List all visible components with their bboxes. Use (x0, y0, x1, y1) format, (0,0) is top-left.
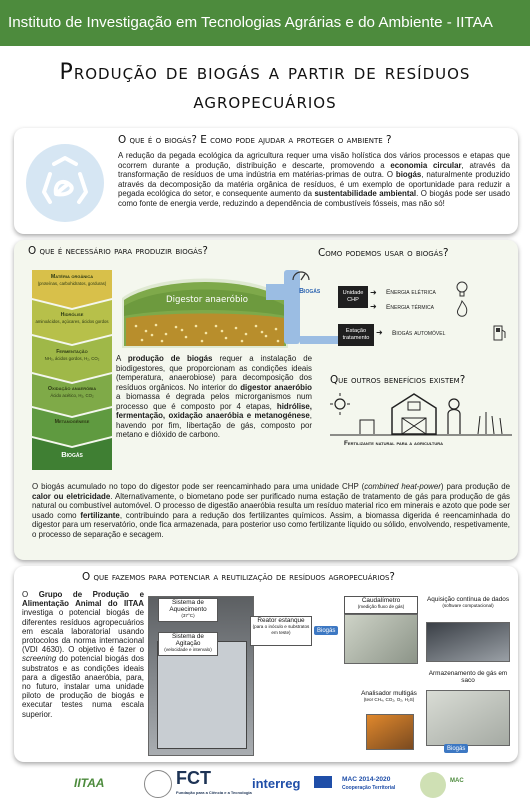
analyzer-photo (366, 714, 414, 750)
box-title: Aquisição contínua de dados (426, 596, 510, 603)
text-run: A redução da pegada ecológica da agricultura requer uma visão holística dos vários processos e etapas que ocorrem durante a produção, distribuição e descarte, promovendo a (118, 151, 510, 170)
text-run: . Alternativamente, o biometano pode ser purificado numa estação de tratamento de gás para produção de gás natural ou combustível automóvel. O processo de digestão anaeróbia resulta um resíduo material rico em minerais e azoto que pode ser usado como (32, 491, 510, 520)
uses-biogas-label: Biogás (299, 288, 321, 295)
text-italic: screening (22, 654, 57, 664)
gas-bag-photo (426, 690, 510, 746)
lightbulb-icon (454, 280, 470, 298)
logo-mac: MAC 2014-2020 (342, 776, 391, 783)
text-bold: digestor anaeróbio (240, 382, 312, 392)
text-run: do potencial biogás dos substratos e as condições ideais para a digestão anaeróbia, para, no futuro, instalar uma unidade piloto de produção de biogás e executar testes numa escala superior. (22, 654, 144, 719)
stage-desc: NH₃, ácidos gordos, H₂, CO₂ (44, 356, 100, 361)
multigas-analyzer-box (358, 690, 420, 712)
text-run: O biogás acumulado no topo do digestor pode ser reencaminhado para uma unidade CHP ( (32, 482, 365, 491)
section-what-we-do (14, 566, 518, 762)
use-vehicle-fuel: Biogás automóvel (392, 330, 446, 337)
box-subtitle: (velocidade e intervalo) (164, 647, 212, 653)
text-bold: Grupo de Produção e Alimentação Animal do IITAA (22, 590, 144, 609)
box-title: Sistema de Aquecimento (169, 599, 207, 614)
stage-desc: (proteínas, carbohidratos, gorduras) (37, 281, 107, 286)
box-title: Armazenamento de gás em saco (428, 670, 508, 685)
use-electric-energy: Energia elétrica (386, 289, 436, 296)
text-bold: economia circular (390, 160, 462, 170)
reactor-box (250, 616, 312, 646)
poster-title (0, 58, 530, 116)
section2-heading-right: Como podemos usar o biogás? (318, 247, 449, 259)
section2-heading-left: O que é necessário para produzir biogás? (28, 245, 208, 257)
box-subtitle: (para o inóculo e substratos em teste) (252, 624, 310, 635)
arrow-icon: ➜ (370, 288, 377, 297)
text-bold: sustentabilidade ambiental (314, 189, 417, 199)
agitation-system-box (158, 632, 218, 656)
stage-name: Metanogénese (54, 419, 90, 425)
digestion-stages (32, 270, 112, 470)
biogas-tag-2: Biogás (444, 744, 468, 753)
box-subtitle: (37°C) (181, 613, 195, 619)
heating-system-box (158, 598, 218, 622)
laptop-photo (426, 622, 510, 662)
section1-heading: O que é o biogás? E como pode ajudar a proteger o ambiente ? (118, 134, 392, 146)
box-title: Reator estanque (257, 617, 305, 624)
data-acquisition-box (426, 596, 510, 622)
section2-paragraph-production (116, 354, 312, 440)
stage-desc: Ácido acético, H₂, CO₂ (50, 393, 94, 398)
text-run: , naturalmente produzido através da decomposição da matéria orgânica de resíduos, é um exemplo de oportunidade para reduzir a pegada ecológica do setor, e consequente aumento da (118, 170, 511, 199)
use-thermal-energy: Energia térmica (386, 304, 434, 311)
section3-paragraph (22, 590, 144, 719)
treatment-station-box: Estação tratamento (338, 324, 374, 346)
flowmeter-photo (344, 614, 418, 664)
text-run: requer a instalação de biodigestores, que proporcionam as condições ideais (temperatura, anaerobiose) para decomposição dos resíduos orgânicos. No interior do (116, 354, 312, 392)
text-run: , através da transformação de resíduos de uma indústria em matérias-primas de outra. O (118, 160, 510, 180)
fuel-pump-icon (492, 324, 508, 342)
farm-illustration (330, 390, 512, 436)
logo-interreg: interreg (252, 776, 301, 791)
anaerobic-digestor (116, 268, 294, 350)
logo-fct-sub: Fundação para a Ciência e a Tecnologia (176, 790, 252, 795)
text-run: O (22, 590, 39, 599)
fertilizer-label: Fertilizante natural para a agricultura (344, 440, 443, 447)
incubator-window (157, 641, 247, 749)
logo-iitaa: IITAA (74, 776, 105, 790)
stage-anaerobic-oxidation (32, 379, 112, 398)
text-run: a biomassa é degrada pelos microrganismos num processo que é composto por 4 etapas, (116, 392, 312, 411)
university-seal-icon (144, 770, 172, 798)
project-logo-icon (420, 772, 446, 798)
flame-icon (454, 300, 470, 318)
stage-name: Matéria orgânica (50, 274, 94, 280)
biogas-tag-1: Biogás (314, 626, 338, 635)
gas-storage-box (426, 670, 510, 688)
stage-organic-matter (32, 267, 112, 286)
stage-desc: aminoácidos, açúcares, ácidos gordos (35, 319, 109, 324)
text-run: , havendo por fim, libertação de gás, composto por metano e dióxido de carbono. (116, 411, 312, 440)
header-banner (0, 0, 530, 46)
stage-name: Hidrólise (60, 312, 84, 318)
stage-name: Fermentação (56, 349, 88, 355)
stage-methanogenesis (32, 412, 112, 425)
text-bold: produção de biogás (127, 354, 213, 363)
logo-project: MAC (450, 778, 464, 784)
text-run: . O biogás pode ser usado como fonte de energia verde, reduzindo a dependência de combustíveis fósseis, mas não só! (118, 189, 510, 208)
stage-name: Oxidação anaeróbia (47, 386, 97, 392)
stage-fermentation (32, 342, 112, 361)
eu-flag-icon (314, 776, 332, 788)
gauge-icon (290, 268, 312, 282)
chp-unit-box: Unidade CHP (338, 286, 368, 308)
title-line-2: agropecuários (193, 89, 337, 114)
box-subtitle: (medição fluxo de gás) (357, 604, 405, 610)
text-italic: combined heat-power (364, 482, 441, 491)
section2-heading-benefits: Que outros benefícios existem? (330, 374, 466, 386)
section-what-is-biogas (14, 128, 518, 234)
logo-fct: FCT (176, 768, 211, 788)
text-run: A (116, 354, 128, 363)
section-production (14, 240, 518, 560)
digestor-label: Digestor anaeróbio (165, 295, 249, 305)
stage-biogas-label: Biogás (61, 450, 83, 459)
arrow-icon: ➜ (376, 328, 383, 337)
section1-paragraph (118, 151, 510, 208)
section3-heading: O que fazemos para potenciar a reutilização de resíduos agropecuários? (82, 571, 395, 583)
logo-mac-sub: Cooperação Territorial (342, 785, 396, 791)
section2-paragraph-uses (32, 482, 510, 539)
arrow-icon: ➜ (370, 302, 377, 311)
box-title: Sistema de Agitação (172, 633, 204, 648)
stage-hydrolysis (32, 305, 112, 324)
title-line-1: Produção de biogás a partir de resíduos (59, 60, 471, 85)
text-run: ) para produção de (440, 482, 510, 491)
recycle-icon (24, 142, 106, 224)
text-run: investiga o potencial biogás de diferentes resíduos agropecuários em escala laboratorial usando protocolos da norma internacional (VDI 4630). O objetivo é fazer o (22, 608, 144, 655)
footer-logos (0, 766, 530, 808)
text-bold: fertilizante (80, 510, 120, 520)
text-bold: hidrólise, fermentação, oxidação anaeróbia e metanogénese (116, 401, 312, 421)
box-subtitle: (software computacional) (442, 603, 494, 609)
text-run: , contribuindo para a redução dos fertilizantes químicos. Assim, a biomassa digerida é reencaminhada do digestor para um reservatório, onde fica armazenada, para posterior uso como fertilizante líquido ou sólido, envolvendo, respetivamente, o processo de separação e secagem. (32, 510, 511, 539)
text-bold: biogás (395, 170, 422, 180)
flowmeter-box (344, 596, 418, 614)
box-title: Caudalímetro (361, 597, 401, 604)
box-title: Analisador multigás (361, 690, 417, 697)
box-subtitle: (teor CH₄, CO₂, O₂, H₂S) (363, 697, 415, 703)
institute-name: Instituto de Investigação em Tecnologias Agrárias e do Ambiente - IITAA (8, 14, 493, 31)
text-bold: calor ou eletricidade (32, 491, 111, 501)
